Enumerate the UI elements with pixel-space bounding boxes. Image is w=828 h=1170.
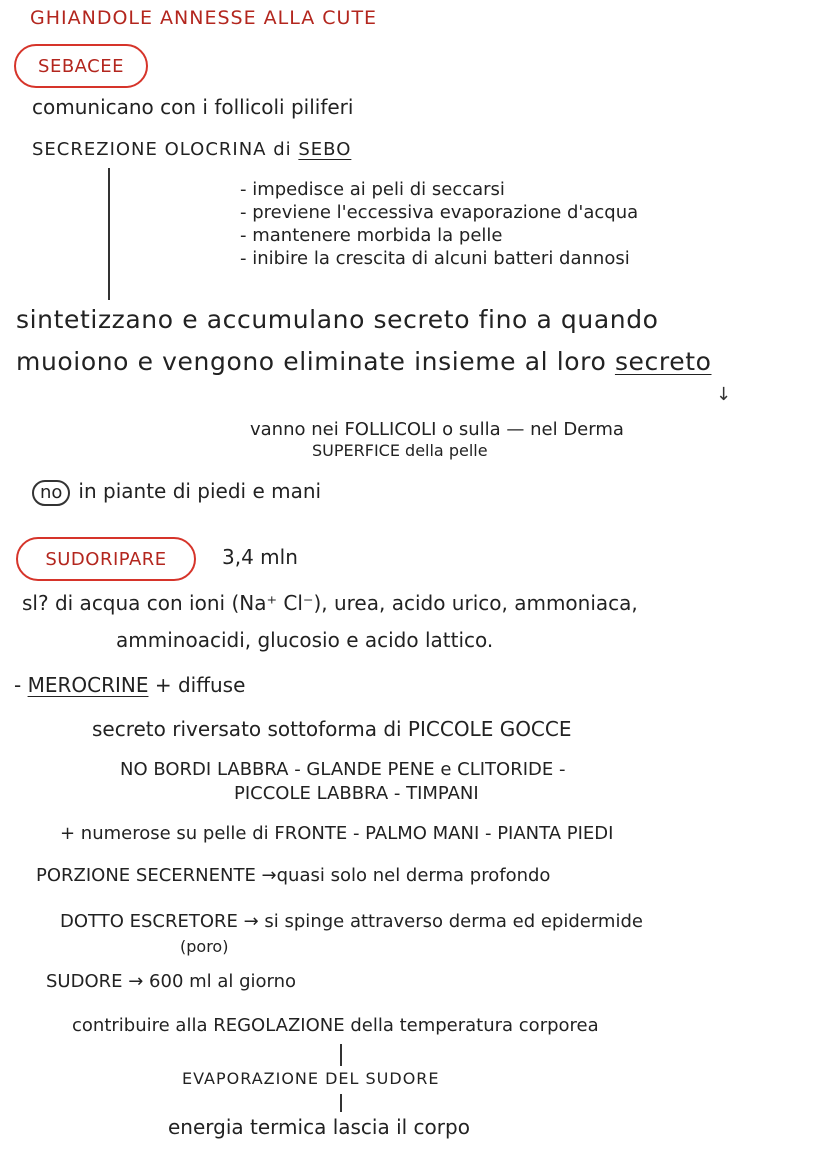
dotto-line: DOTTO ESCRETORE → si spinge attraverso derma ed epidermide <box>60 911 643 932</box>
composition-line-1: sl? di acqua con ioni (Na⁺ Cl⁻), urea, acido urico, ammoniaca, <box>22 591 638 615</box>
page-title: GHIANDOLE ANNESSE ALLA CUTE <box>30 7 378 29</box>
sudoripare-count: 3,4 mln <box>222 545 298 569</box>
synthesis-prefix: muoiono e vengono eliminate insieme al loro <box>16 347 615 376</box>
no-palms-line <box>32 480 321 506</box>
connector-line <box>340 1044 342 1066</box>
poro-note: (poro) <box>180 937 229 956</box>
merocrine-line <box>14 674 245 697</box>
no-bordi-line-2: PICCOLE LABBRA - TIMPANI <box>234 783 479 804</box>
sudore-line: SUDORE → 600 ml al giorno <box>46 971 297 992</box>
sebo-function: - impedisce ai peli di seccarsi <box>240 179 505 200</box>
synthesis-line-2 <box>16 348 712 377</box>
secreto-line: secreto riversato sottoforma di PICCOLE GOCCE <box>92 717 572 741</box>
secretion-subject: SEBO <box>298 139 352 160</box>
destination-line-1: vanno nei FOLLICOLI o sulla — nel Derma <box>250 419 624 440</box>
no-badge: no <box>32 480 70 506</box>
porzione-line: PORZIONE SECERNENTE →quasi solo nel derma profondo <box>36 865 551 886</box>
composition-line-2: amminoacidi, glucosio e acido lattico. <box>116 628 494 652</box>
connector-line <box>340 1094 342 1112</box>
sebacee-badge: SEBACEE <box>14 44 148 88</box>
connector-line <box>108 168 110 300</box>
synthesis-subject: secreto <box>614 347 712 376</box>
regolazione-line: contribuire alla REGOLAZIONE della temperatura corporea <box>72 1015 599 1036</box>
sebo-function: - inibire la crescita di alcuni batteri dannosi <box>240 248 630 269</box>
evaporazione-line: EVAPORAZIONE DEL SUDORE <box>182 1069 440 1088</box>
sudoripare-badge: SUDORIPARE <box>16 537 196 581</box>
merocrine-suffix: + diffuse <box>148 673 246 697</box>
secretion-prefix: SECREZIONE OLOCRINA di <box>32 139 299 160</box>
sebacee-secretion-line <box>32 140 351 161</box>
synthesis-line-1: sintetizzano e accumulano secreto fino a quando <box>16 305 659 334</box>
merocrine-dash: - <box>14 673 28 697</box>
sebo-function: - mantenere morbida la pelle <box>240 225 503 246</box>
merocrine-label: MEROCRINE <box>27 673 149 697</box>
sebacee-communication-line: comunicano con i follicoli piliferi <box>32 95 354 119</box>
no-text: in piante di piedi e mani <box>78 479 322 503</box>
energia-line: energia termica lascia il corpo <box>168 1115 470 1139</box>
sebo-function: - previene l'eccessiva evaporazione d'acqua <box>240 202 639 223</box>
numerose-line: + numerose su pelle di FRONTE - PALMO MANI - PIANTA PIEDI <box>60 823 614 844</box>
down-arrow-icon: ↓ <box>716 384 732 405</box>
destination-line-2: SUPERFICE della pelle <box>312 441 488 460</box>
no-bordi-line-1: NO BORDI LABBRA - GLANDE PENE e CLITORIDE - <box>120 759 566 780</box>
